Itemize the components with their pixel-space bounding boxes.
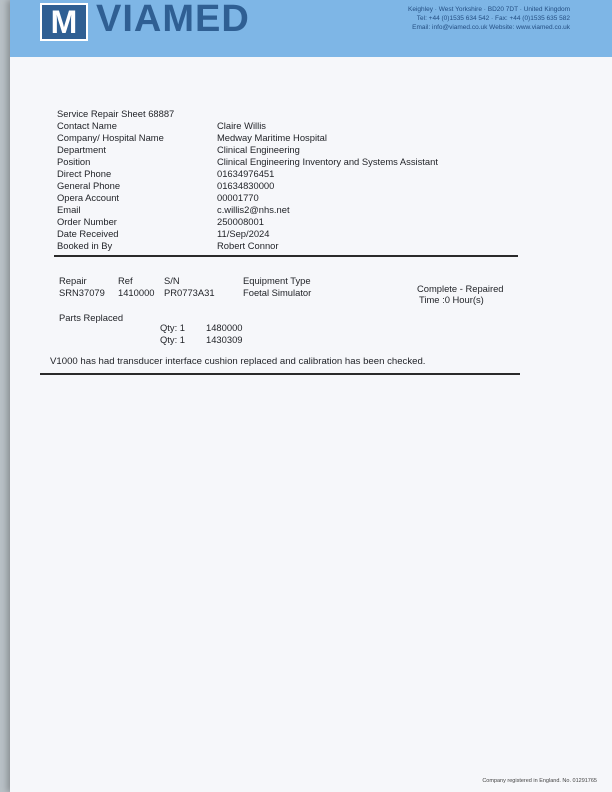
field-label: Contact Name [57,120,117,131]
repair-status [417,283,504,305]
field-label: General Phone [57,180,121,191]
address-line: Keighley · West Yorkshire · BD20 7DT · United Kingdom [408,6,570,13]
field-row [57,120,438,132]
field-value: 01634976451 [217,168,275,179]
field-label: Email [57,204,81,215]
part-qty: Qty: 1 [160,322,186,333]
time-text: Time :0 Hour(s) [419,294,484,305]
field-label: Department [57,144,106,155]
status-text: Complete - Repaired [417,283,504,294]
field-row [57,156,438,168]
viamed-logo-icon: M [40,3,88,41]
field-label: Opera Account [57,192,120,203]
part-number: 1430309 [206,334,243,345]
field-row [57,144,438,156]
field-value: 250008001 [217,216,264,227]
col-repair-header: Repair [59,275,87,286]
field-label: Order Number [57,216,117,227]
repair-notes: V1000 has had transducer interface cushion replaced and calibration has been checked. [50,356,426,367]
divider [40,373,520,375]
repair-ref: 1410000 [118,287,155,298]
field-value: Robert Connor [217,240,279,251]
part-qty: Qty: 1 [160,334,186,345]
field-row [57,168,438,180]
field-label: Booked in By [57,240,113,251]
col-sn-header: S/N [164,275,180,286]
serial-number: PR0773A31 [164,287,215,298]
field-label: Position [57,156,91,167]
letterhead [10,0,612,57]
customer-details [57,108,438,252]
field-row [57,108,438,120]
field-label: Company/ Hospital Name [57,132,164,143]
repair-number: SRN37079 [59,287,105,298]
field-label: Date Received [57,228,119,239]
field-row [57,132,438,144]
field-row [57,204,438,216]
field-value: 01634830000 [217,180,275,191]
field-value: c.willis2@nhs.net [217,204,290,215]
divider [54,255,518,257]
field-value: Clinical Engineering Inventory and Systems Assistant [217,156,438,167]
field-row [57,192,438,204]
field-row [57,216,438,228]
col-ref-header: Ref [118,275,133,286]
field-value: 00001770 [217,192,259,203]
field-value: 11/Sep/2024 [217,228,270,239]
web-line: Email: info@viamed.co.uk Website: www.viamed.co.uk [412,24,570,31]
repair-sheet [10,0,612,792]
contact-block [340,5,570,32]
field-label: Service Repair Sheet 68887 [57,108,175,119]
field-value: Claire Willis [217,120,266,131]
company-name: VIAMED [96,0,250,40]
parts-title: Parts Replaced [59,312,124,323]
col-equipment-header: Equipment Type [243,275,311,286]
field-row [57,228,438,240]
field-row [57,240,438,252]
field-value: Medway Maritime Hospital [217,132,327,143]
equipment-type: Foetal Simulator [243,287,312,298]
field-row [57,180,438,192]
field-value: Clinical Engineering [217,144,300,155]
field-label: Direct Phone [57,168,112,179]
footer-registration: Company registered in England. No. 01291765 [482,778,597,784]
part-number: 1480000 [206,322,243,333]
phone-line: Tel: +44 (0)1535 634 542 · Fax: +44 (0)1535 635 582 [416,15,570,22]
